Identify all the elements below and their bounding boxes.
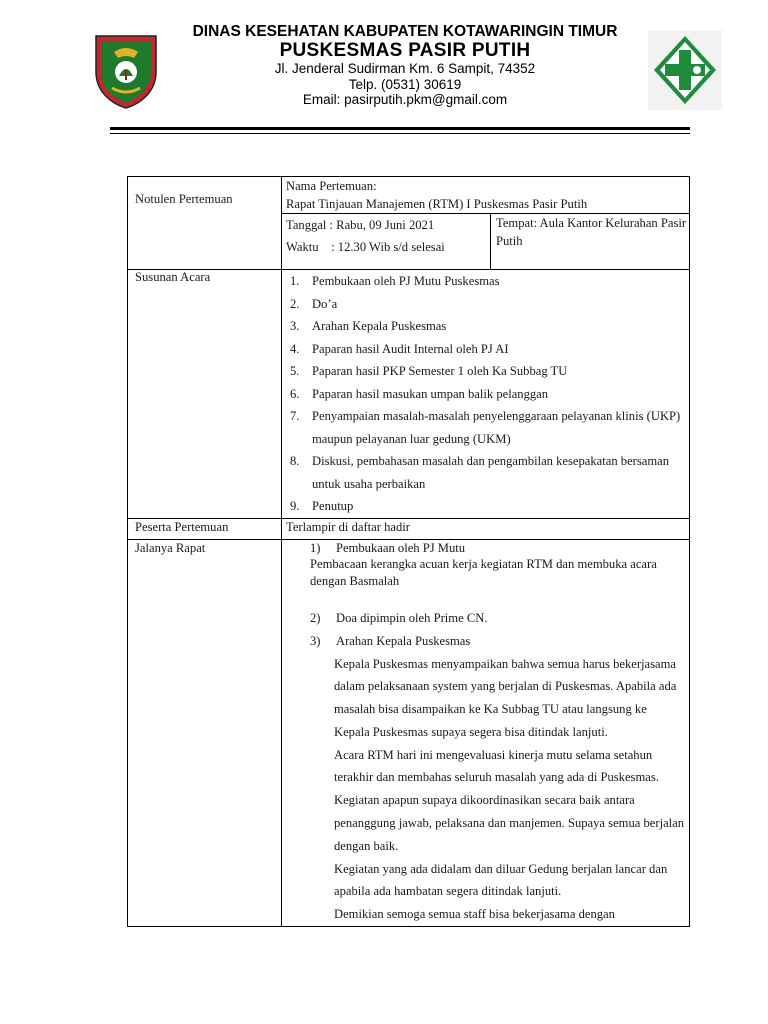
agenda-text: Arahan Kepala Puskesmas bbox=[312, 319, 447, 333]
agenda-label: Susunan Acara bbox=[128, 270, 282, 519]
proceedings-label: Jalanya Rapat bbox=[128, 539, 282, 927]
agenda-cell bbox=[282, 270, 690, 519]
letterhead bbox=[0, 0, 768, 140]
meeting-name: Rapat Tinjauan Manajemen (RTM) I Puskesmas Pasir Putih bbox=[286, 197, 588, 211]
agenda-text: Diskusi, pembahasan masalah dan pengambilan kesepakatan bersaman untuk usaha perbaikan bbox=[312, 454, 670, 491]
agenda-number: 2. bbox=[290, 296, 300, 311]
minutes-table bbox=[127, 176, 690, 927]
agenda-text: Paparan hasil PKP Semester 1 oleh Ka Subbag TU bbox=[312, 364, 568, 378]
agenda-number: 7. bbox=[290, 409, 300, 423]
header-rule-thick bbox=[110, 127, 690, 130]
proceeding-paragraph: Kegiatan yang ada didalam dan diluar Gedung berjalan lancar dan apabila ada hambatan segera ditindak lanjuti. bbox=[334, 861, 668, 899]
meeting-date: Tanggal : Rabu, 09 Juni 2021 bbox=[286, 218, 435, 232]
agenda-text: Paparan hasil masukan umpan balik pelanggan bbox=[312, 386, 549, 401]
email: Email: pasirputih.pkm@gmail.com bbox=[302, 92, 508, 107]
agenda-text: Paparan hasil Audit Internal oleh PJ AI bbox=[312, 341, 509, 356]
proceeding-paragraphs bbox=[286, 653, 685, 927]
date-place-block bbox=[282, 214, 689, 269]
proceeding-paragraph: Kepala Puskesmas menyampaikan bahwa semua harus bekerjasama dalam pelaksanaan system yang berjalan di Puskesmas. Apabila ada masalah bisa disampaikan ke Ka Subbag TU atau langsung ke Kepala Puskesmas supaya segera bisa ditindak lanjuti. bbox=[334, 656, 677, 739]
proceeding-item bbox=[286, 607, 685, 630]
agenda-text: Do’a bbox=[312, 296, 338, 311]
address: Jl. Jenderal Sudirman Km. 6 Sampit, 74352 bbox=[274, 61, 536, 76]
proceedings-cell bbox=[282, 539, 690, 927]
participants-row bbox=[128, 518, 690, 539]
agenda-item bbox=[286, 360, 681, 383]
agenda-number: 8. bbox=[290, 454, 300, 468]
agenda-item bbox=[286, 338, 681, 361]
proceeding-number: 1) bbox=[310, 540, 321, 555]
agenda-number: 6. bbox=[290, 386, 300, 401]
agenda-item bbox=[286, 383, 681, 406]
agenda-item bbox=[286, 293, 681, 316]
agenda-item bbox=[286, 270, 681, 293]
agenda-number: 9. bbox=[290, 499, 300, 513]
agenda-number: 4. bbox=[290, 341, 300, 356]
agenda-item bbox=[286, 405, 681, 450]
puskesmas-name: PUSKESMAS PASIR PUTIH bbox=[279, 40, 531, 61]
proceeding-item bbox=[286, 540, 685, 556]
agenda-text: Penutup bbox=[312, 499, 354, 513]
proceeding-item bbox=[286, 630, 685, 653]
agenda-text: Penyampaian masalah-masalah penyelenggaraan pelayanan klinis (UKP) maupun pelayanan luar gedung (UKM) bbox=[312, 409, 681, 446]
letterhead-text bbox=[160, 22, 650, 108]
proceeding-body: Pembacaan kerangka acuan kerja kegiatan RTM dan membuka acara dengan Basmalah bbox=[310, 556, 657, 588]
meeting-details bbox=[282, 177, 690, 270]
agenda-number: 3. bbox=[290, 319, 300, 333]
meeting-name-label: Nama Pertemuan: bbox=[286, 179, 377, 193]
meeting-place: Tempat: Aula Kantor Kelurahan Pasir Putih bbox=[496, 216, 687, 248]
header-rule-thin bbox=[110, 133, 690, 134]
puskesmas-cross-icon bbox=[648, 30, 722, 110]
agenda-text: Pembukaan oleh PJ Mutu Puskesmas bbox=[312, 274, 500, 288]
proceeding-title: Arahan Kepala Puskesmas bbox=[336, 633, 471, 648]
meeting-time: Waktu : 12.30 Wib s/d selesai bbox=[286, 240, 445, 254]
proceeding-paragraph: Demikian semoga semua staff bisa bekerjasama dengan bbox=[334, 907, 615, 922]
proceeding-title: Doa dipimpin oleh Prime CN. bbox=[336, 610, 488, 625]
agenda-item bbox=[286, 495, 681, 518]
date-time-cell bbox=[282, 214, 491, 269]
regency-crest-icon bbox=[92, 32, 160, 110]
meeting-label: Notulen Pertemuan bbox=[128, 177, 282, 270]
participants-value: Terlampir di daftar hadir bbox=[282, 518, 690, 539]
agenda-item bbox=[286, 450, 681, 495]
agenda-item bbox=[286, 315, 681, 338]
proceeding-number: 3) bbox=[310, 633, 321, 648]
meeting-name-block bbox=[282, 177, 689, 214]
meeting-row bbox=[128, 177, 690, 270]
participants-label: Peserta Pertemuan bbox=[128, 518, 282, 539]
proceeding-paragraph: Acara RTM hari ini mengevaluasi kinerja mutu selama setahun terakhir dan membahas seluruh masalah yang ada di Puskesmas. bbox=[334, 747, 659, 785]
proceeding-paragraph: Kegiatan apapun supaya dikoordinasikan secara baik antara penanggung jawab, pelaksana dan manjemen. Supaya semua berjalan dengan baik. bbox=[334, 793, 685, 853]
agenda-number: 1. bbox=[290, 274, 300, 288]
agenda-row bbox=[128, 270, 690, 519]
proceeding-number: 2) bbox=[310, 610, 321, 625]
proceeding-title: Pembukaan oleh PJ Mutu bbox=[336, 540, 466, 555]
agency-name: DINAS KESEHATAN KABUPATEN KOTAWARINGIN TIMUR bbox=[192, 23, 618, 40]
proceedings-row bbox=[128, 539, 690, 927]
phone: Telp. (0531) 30619 bbox=[348, 76, 462, 92]
agenda-list bbox=[286, 270, 681, 518]
agenda-number: 5. bbox=[290, 364, 300, 378]
